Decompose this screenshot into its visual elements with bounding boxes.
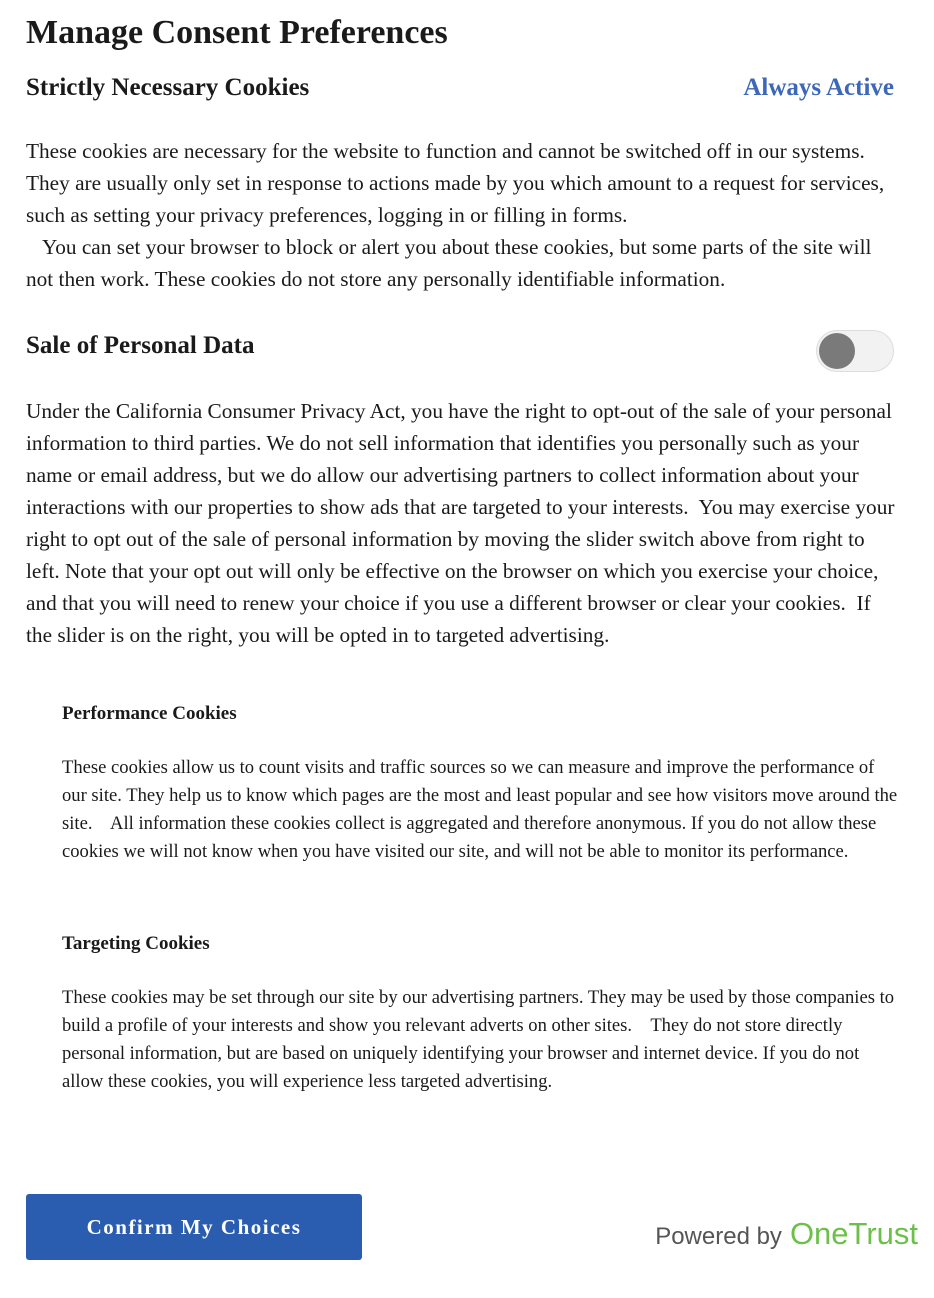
strictly-necessary-description: These cookies are necessary for the website to function and cannot be switched off in our systems. They are usually only set in response to actions made by you which amount to a request for services, such as setting your privacy preferences, logging in or filling in forms. You can set your browser to block or alert you about these cookies, but some parts of the site will not then work. These cookies do not store any personally identifiable information. bbox=[26, 139, 885, 291]
always-active-label: Always Active bbox=[743, 74, 894, 101]
powered-by-onetrust[interactable] bbox=[655, 1216, 918, 1252]
performance-cookies-description: These cookies allow us to count visits and traffic sources so we can measure and improve the performance of our site. They help us to know which pages are the most and least popular and see how visitors move around the site. All information these cookies collect is aggregated and therefore anonymous. If you do not allow these cookies we will not know when you have visited our site, and will not be able to monitor its performance. bbox=[62, 757, 902, 862]
targeting-cookies-description: These cookies may be set through our site by our advertising partners. They may be used by those companies to build a profile of your interests and show you relevant adverts on other sites. They do not store directly personal information, but are based on uniquely identifying your browser and internet device. If you do not allow these cookies, you will experience less targeted advertising. bbox=[62, 987, 899, 1092]
sale-of-data-header bbox=[26, 330, 894, 372]
page-title: Manage Consent Preferences bbox=[26, 14, 448, 51]
sale-of-data-toggle[interactable] bbox=[816, 330, 894, 372]
performance-cookies-title: Performance Cookies bbox=[62, 703, 237, 724]
sale-of-data-title: Sale of Personal Data bbox=[26, 332, 255, 359]
powered-by-label: Powered by bbox=[655, 1223, 782, 1250]
onetrust-logo: OneTrust bbox=[789, 1216, 918, 1251]
sale-of-data-description: Under the California Consumer Privacy Act, you have the right to opt-out of the sale of your personal information to third parties. We do not sell information that identifies you personally such as your name or email address, but we do allow our advertising partners to collect information about your interactions with our properties to show ads that are targeted to your interests. You may exercise your right to opt out of the sale of personal information by moving the slider switch above from right to left. Note that your opt out will only be effective on the browser on which you exercise your choice, and that you will need to renew your choice if you use a different browser or clear your cookies. If the slider is on the right, you will be opted in to targeted advertising. bbox=[26, 399, 900, 647]
strictly-necessary-title: Strictly Necessary Cookies bbox=[26, 74, 310, 101]
targeting-cookies-title: Targeting Cookies bbox=[62, 933, 210, 954]
confirm-my-choices-button[interactable]: Confirm My Choices bbox=[26, 1194, 362, 1260]
strictly-necessary-header bbox=[26, 72, 894, 104]
toggle-knob bbox=[819, 333, 855, 369]
